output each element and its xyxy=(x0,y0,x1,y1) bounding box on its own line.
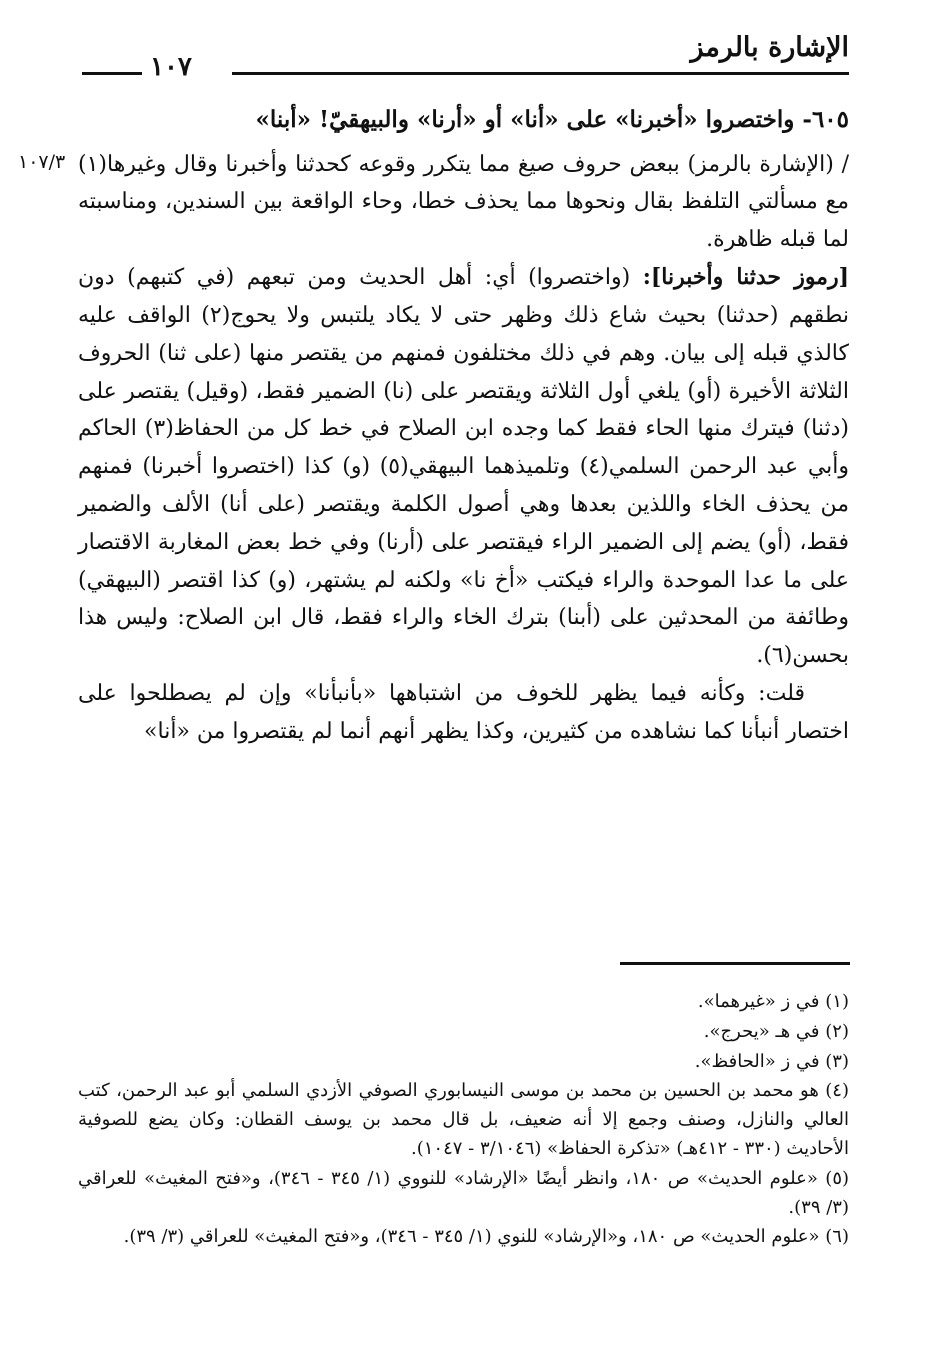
footnote-5: (٥) «علوم الحديث» ص ١٨٠، وانظر أيضًا «الإرشاد» للنووي (١/ ٣٤٥ - ٣٤٦)، و«فتح المغيث» للعراقي (٣/ ٣٩). xyxy=(78,1167,850,1218)
page-number: ١٠٧ xyxy=(150,52,192,82)
header-rule-short xyxy=(82,72,142,75)
paragraph-qult: قلت: وكأنه فيما يظهر للخوف من اشتباهها «بأنبأنا» وإن لم يصطلحوا على اختصار أنبأنا كما نشاهده من كثيرين، وكذا يظهر أنهم أنما لم يقتصروا من «أنا» xyxy=(78,681,849,744)
footnote-4: (٤) هو محمد بن الحسين بن محمد بن موسى النيسابوري الصوفي الأزدي السلمي أبو عبد الرحمن، كتب العالي والنازل، وصنف وجمع إلا أنه ضعيف، بل قال محمد بن يوسف القطان: وكان يضع للصوفية الأحاديث (٣٣٠ - ٤١٢هـ) «تذكرة الحفاظ» (٣/١٠٤٦ - ١٠٤٧). xyxy=(78,1080,849,1159)
main-text xyxy=(18,100,850,751)
paragraph-intro xyxy=(18,146,849,259)
paragraph-rumuz-text: (واختصروا) أي: أهل الحديث ومن تبعهم (في كتبهم) دون نطقهم (حدثنا) بحيث شاع ذلك وظهر حتى لا يكاد يلتبس ولا يحوج(٢) الواقف عليه كالذي قبله إلى بيان. وهم في ذلك مختلفون فمنهم من يقتصر منها (على ثنا) الحروف الثلاثة الأخيرة (أو) يلغي أول الثلاثة ويقتصر على (نا) الضمير فقط، (وقيل) يقتصر على (دثنا) فيترك منها الحاء فقط كما وجده ابن الصلاح في خط كل من الحفاظ(٣) الحاكم وأبي عبد الرحمن السلمي(٤) وتلميذهما البيهقي(٥) (و) كذا (اختصروا أخبرنا) فمنهم من يحذف الخاء واللذين بعدها وهي أصول الكلمة ويقتصر (على أنا) الألف والضمير فقط، (أو) يضم إلى الضمير الراء فيقتصر على (أرنا) وفي خط بعض المغاربة الاقتصار على ما عدا الموحدة والراء فيكتب «أخ نا» ولكنه لم يشتهر، (و) كذا اقتصر (البيهقي) وطائفة من المحدثين على (أبنا) بترك الخاء والراء فقط، قال ابن الصلاح: وليس هذا بحسن(٦). xyxy=(78,265,850,669)
footnote-3: (٣) في ز «الحافظ». xyxy=(694,1050,849,1072)
section-heading: ٦٠٥- واختصروا «أخبرنا» على «أنا» أو «أرنا» والبيهقيّ! «أبنا» xyxy=(255,106,849,133)
header-rule xyxy=(232,72,849,75)
footnote-2: (٢) في هـ «يحرج». xyxy=(703,1020,849,1042)
footnote-rule xyxy=(620,962,850,965)
subheading: [رموز حدثنا وأخبرنا]: xyxy=(642,264,849,291)
footnote-6: (٦) «علوم الحديث» ص ١٨٠، و«الإرشاد» للنوي (١/ ٣٤٥ - ٣٤٦)، و«فتح المغيث» للعراقي (٣/ ٣٩). xyxy=(123,1226,849,1248)
footnote-1: (١) في ز «غيرهما». xyxy=(697,991,849,1012)
footnotes xyxy=(78,988,849,1253)
paragraph-rumuz xyxy=(78,259,849,675)
margin-reference: ١٠٧/٣ xyxy=(18,150,66,173)
running-title: الإشارة بالرمز xyxy=(690,32,849,63)
paragraph-intro-text: / (الإشارة بالرمز) ببعض حروف صيغ مما يتكرر وقوعه كحدثنا وأخبرنا وقال وغيرها(١) مع مسألتي التلفظ بقال ونحوها مما يحذف خطا، وحاء الواقعة بين السندين، ومناسبته لما قبله ظاهرة. xyxy=(78,151,849,253)
page-header xyxy=(70,20,849,80)
